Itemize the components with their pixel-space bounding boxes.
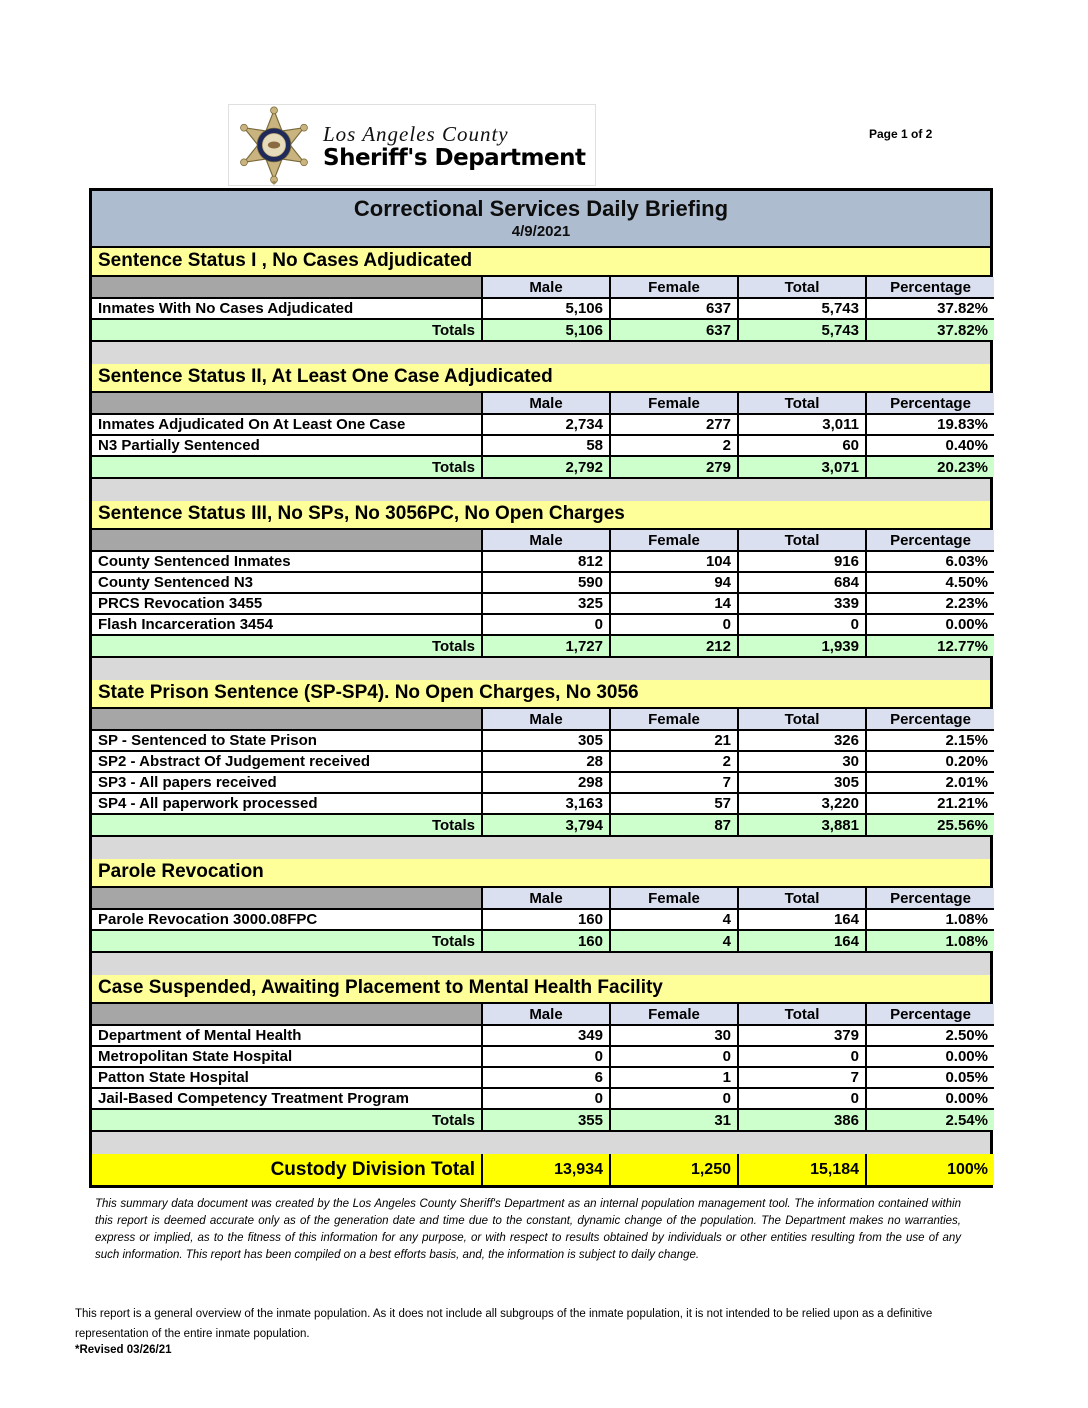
row-label: Parole Revocation 3000.08FPC — [92, 909, 482, 930]
logo-text — [323, 120, 585, 171]
totals-male: 160 — [482, 930, 610, 951]
table-row — [92, 730, 994, 751]
section-title: Sentence Status III, No SPs, No 3056PC, No Open Charges — [92, 501, 990, 530]
row-label: SP4 - All paperwork processed — [92, 793, 482, 814]
section-state-prison — [92, 680, 990, 837]
row-label: County Sentenced Inmates — [92, 551, 482, 572]
spacer-cell — [92, 1004, 482, 1025]
female-value: 0 — [610, 1046, 738, 1067]
totals-male: 2,792 — [482, 456, 610, 477]
column-header-percentage: Percentage — [866, 530, 994, 551]
female-value: 104 — [610, 551, 738, 572]
row-label: SP2 - Abstract Of Judgement received — [92, 751, 482, 772]
daily-briefing-report — [89, 188, 993, 1188]
totals-percentage: 20.23% — [866, 456, 994, 477]
section-title: Parole Revocation — [92, 859, 990, 888]
totals-total: 164 — [738, 930, 866, 951]
male-value: 28 — [482, 751, 610, 772]
male-value: 298 — [482, 772, 610, 793]
row-label: County Sentenced N3 — [92, 572, 482, 593]
table-row — [92, 435, 994, 456]
male-value: 590 — [482, 572, 610, 593]
totals-label: Totals — [92, 814, 482, 835]
section-gap — [92, 342, 990, 364]
table-row — [92, 414, 994, 435]
section-table — [92, 888, 994, 951]
total-value: 30 — [738, 751, 866, 772]
percentage-value: 6.03% — [866, 551, 994, 572]
totals-total: 3,071 — [738, 456, 866, 477]
column-header-total: Total — [738, 530, 866, 551]
section-gap — [92, 1132, 990, 1154]
percentage-value: 21.21% — [866, 793, 994, 814]
total-value: 379 — [738, 1025, 866, 1046]
custody-total-male: 13,934 — [482, 1154, 610, 1185]
total-value: 305 — [738, 772, 866, 793]
report-date: 4/9/2021 — [511, 223, 571, 240]
total-value: 60 — [738, 435, 866, 456]
column-header-row — [92, 277, 994, 298]
spacer-cell — [92, 393, 482, 414]
totals-percentage: 37.82% — [866, 319, 994, 340]
section-title: Sentence Status I , No Cases Adjudicated — [92, 248, 990, 277]
percentage-value: 1.08% — [866, 909, 994, 930]
table-row — [92, 1088, 994, 1109]
totals-percentage: 25.56% — [866, 814, 994, 835]
percentage-value: 2.50% — [866, 1025, 994, 1046]
totals-row — [92, 814, 994, 835]
male-value: 3,163 — [482, 793, 610, 814]
column-header-total: Total — [738, 888, 866, 909]
female-value: 4 — [610, 909, 738, 930]
table-row — [92, 1025, 994, 1046]
male-value: 58 — [482, 435, 610, 456]
spacer-cell — [92, 709, 482, 730]
row-label: Metropolitan State Hospital — [92, 1046, 482, 1067]
table-row — [92, 572, 994, 593]
female-value: 0 — [610, 614, 738, 635]
total-value: 0 — [738, 614, 866, 635]
percentage-value: 4.50% — [866, 572, 994, 593]
section-parole-revocation — [92, 859, 990, 953]
column-header-female: Female — [610, 393, 738, 414]
column-header-row — [92, 888, 994, 909]
table-row — [92, 772, 994, 793]
female-value: 2 — [610, 751, 738, 772]
percentage-value: 0.00% — [866, 1046, 994, 1067]
percentage-value: 2.01% — [866, 772, 994, 793]
percentage-value: 19.83% — [866, 414, 994, 435]
totals-label: Totals — [92, 635, 482, 656]
totals-label: Totals — [92, 319, 482, 340]
overview-text: This report is a general overview of the inmate population. As it does not include all subgroups of the inmate population, it is not intended to be relied upon as a definitive representation of the entire inmate population. — [75, 1308, 933, 1340]
totals-male: 1,727 — [482, 635, 610, 656]
column-header-male: Male — [482, 530, 610, 551]
column-header-male: Male — [482, 1004, 610, 1025]
row-label: SP3 - All papers received — [92, 772, 482, 793]
section-mental-health — [92, 975, 990, 1132]
percentage-value: 0.05% — [866, 1067, 994, 1088]
female-value: 277 — [610, 414, 738, 435]
section-table — [92, 1004, 994, 1130]
section-sentence-status-3 — [92, 501, 990, 658]
totals-total: 3,881 — [738, 814, 866, 835]
row-label: Flash Incarceration 3454 — [92, 614, 482, 635]
female-value: 637 — [610, 298, 738, 319]
totals-row — [92, 319, 994, 340]
column-header-row — [92, 393, 994, 414]
column-header-percentage: Percentage — [866, 1004, 994, 1025]
column-header-percentage: Percentage — [866, 393, 994, 414]
section-table — [92, 709, 994, 835]
column-header-female: Female — [610, 709, 738, 730]
row-label: PRCS Revocation 3455 — [92, 593, 482, 614]
male-value: 0 — [482, 1046, 610, 1067]
totals-row — [92, 1109, 994, 1130]
percentage-value: 37.82% — [866, 298, 994, 319]
column-header-female: Female — [610, 530, 738, 551]
logo-county-text: Los Angeles County — [323, 121, 509, 146]
totals-female: 637 — [610, 319, 738, 340]
female-value: 30 — [610, 1025, 738, 1046]
table-row — [92, 298, 994, 319]
totals-male: 3,794 — [482, 814, 610, 835]
section-gap — [92, 953, 990, 975]
table-row — [92, 1067, 994, 1088]
section-gap — [92, 837, 990, 859]
custody-total-percentage: 100% — [866, 1154, 994, 1185]
total-value: 326 — [738, 730, 866, 751]
total-value: 164 — [738, 909, 866, 930]
total-value: 339 — [738, 593, 866, 614]
male-value: 305 — [482, 730, 610, 751]
totals-female: 212 — [610, 635, 738, 656]
column-header-female: Female — [610, 888, 738, 909]
report-title-bar — [92, 191, 990, 248]
totals-label: Totals — [92, 456, 482, 477]
row-label: N3 Partially Sentenced — [92, 435, 482, 456]
total-value: 684 — [738, 572, 866, 593]
total-value: 916 — [738, 551, 866, 572]
table-row — [92, 793, 994, 814]
column-header-total: Total — [738, 1004, 866, 1025]
female-value: 57 — [610, 793, 738, 814]
column-header-female: Female — [610, 277, 738, 298]
custody-total-row — [92, 1154, 994, 1185]
totals-percentage: 12.77% — [866, 635, 994, 656]
male-value: 325 — [482, 593, 610, 614]
total-value: 0 — [738, 1088, 866, 1109]
sheriff-logo — [228, 104, 596, 186]
totals-percentage: 1.08% — [866, 930, 994, 951]
totals-label: Totals — [92, 930, 482, 951]
totals-male: 355 — [482, 1109, 610, 1130]
female-value: 1 — [610, 1067, 738, 1088]
column-header-percentage: Percentage — [866, 277, 994, 298]
custody-total-total: 15,184 — [738, 1154, 866, 1185]
totals-row — [92, 456, 994, 477]
totals-female: 31 — [610, 1109, 738, 1130]
total-value: 0 — [738, 1046, 866, 1067]
custody-total-female: 1,250 — [610, 1154, 738, 1185]
table-row — [92, 614, 994, 635]
report-title: Correctional Services Daily Briefing — [353, 196, 729, 221]
male-value: 160 — [482, 909, 610, 930]
total-value: 3,220 — [738, 793, 866, 814]
page-number: Page 1 of 2 — [869, 127, 933, 141]
percentage-value: 0.20% — [866, 751, 994, 772]
page-header — [0, 0, 1088, 185]
revised-date-text: *Revised 03/26/21 — [75, 1344, 172, 1356]
male-value: 5,106 — [482, 298, 610, 319]
percentage-value: 0.00% — [866, 1088, 994, 1109]
percentage-value: 0.40% — [866, 435, 994, 456]
section-title: Sentence Status II, At Least One Case Adjudicated — [92, 364, 990, 393]
table-row — [92, 593, 994, 614]
section-table — [92, 393, 994, 477]
female-value: 2 — [610, 435, 738, 456]
male-value: 2,734 — [482, 414, 610, 435]
male-value: 0 — [482, 614, 610, 635]
totals-total: 386 — [738, 1109, 866, 1130]
totals-percentage: 2.54% — [866, 1109, 994, 1130]
table-row — [92, 1046, 994, 1067]
column-header-row — [92, 1004, 994, 1025]
section-gap — [92, 479, 990, 501]
column-header-row — [92, 530, 994, 551]
totals-total: 1,939 — [738, 635, 866, 656]
table-row — [92, 551, 994, 572]
sheriff-badge-icon — [235, 105, 313, 185]
male-value: 349 — [482, 1025, 610, 1046]
column-header-female: Female — [610, 1004, 738, 1025]
section-table — [92, 530, 994, 656]
row-label: Inmates With No Cases Adjudicated — [92, 298, 482, 319]
column-header-total: Total — [738, 709, 866, 730]
percentage-value: 2.23% — [866, 593, 994, 614]
section-sentence-status-2 — [92, 364, 990, 479]
total-value: 7 — [738, 1067, 866, 1088]
row-label: Inmates Adjudicated On At Least One Case — [92, 414, 482, 435]
female-value: 14 — [610, 593, 738, 614]
male-value: 6 — [482, 1067, 610, 1088]
totals-label: Totals — [92, 1109, 482, 1130]
totals-row — [92, 635, 994, 656]
female-value: 94 — [610, 572, 738, 593]
column-header-male: Male — [482, 888, 610, 909]
custody-division-total — [92, 1154, 994, 1185]
spacer-cell — [92, 888, 482, 909]
row-label: Jail-Based Competency Treatment Program — [92, 1088, 482, 1109]
totals-female: 87 — [610, 814, 738, 835]
female-value: 21 — [610, 730, 738, 751]
logo-department-text: Sheriff's Department — [323, 144, 586, 171]
column-header-percentage: Percentage — [866, 888, 994, 909]
column-header-total: Total — [738, 277, 866, 298]
column-header-row — [92, 709, 994, 730]
custody-total-label: Custody Division Total — [92, 1154, 482, 1185]
totals-female: 4 — [610, 930, 738, 951]
row-label: SP - Sentenced to State Prison — [92, 730, 482, 751]
table-row — [92, 909, 994, 930]
section-title: State Prison Sentence (SP-SP4). No Open Charges, No 3056 — [92, 680, 990, 709]
totals-female: 279 — [610, 456, 738, 477]
percentage-value: 0.00% — [866, 614, 994, 635]
section-sentence-status-1 — [92, 248, 990, 342]
total-value: 5,743 — [738, 298, 866, 319]
totals-male: 5,106 — [482, 319, 610, 340]
female-value: 0 — [610, 1088, 738, 1109]
total-value: 3,011 — [738, 414, 866, 435]
male-value: 0 — [482, 1088, 610, 1109]
disclaimer-text: This summary data document was created by the Los Angeles County Sheriff's Department as an internal population management tool. The information contained within this report is deemed accurate only as of the generation date and time due to the constant, dynamic change of the population. The Department makes no warranties, express or implied, as to the fitness of this information for any purpose, or with respect to results obtained by individuals or other entities resulting from the use of any such information. This report has been compiled on a best efforts basis, and, the information is subject to daily change. — [95, 1198, 961, 1261]
table-row — [92, 751, 994, 772]
male-value: 812 — [482, 551, 610, 572]
column-header-total: Total — [738, 393, 866, 414]
section-title: Case Suspended, Awaiting Placement to Mental Health Facility — [92, 975, 990, 1004]
section-gap — [92, 658, 990, 680]
totals-total: 5,743 — [738, 319, 866, 340]
spacer-cell — [92, 530, 482, 551]
column-header-male: Male — [482, 709, 610, 730]
percentage-value: 2.15% — [866, 730, 994, 751]
row-label: Department of Mental Health — [92, 1025, 482, 1046]
column-header-male: Male — [482, 393, 610, 414]
female-value: 7 — [610, 772, 738, 793]
section-table — [92, 277, 994, 340]
column-header-male: Male — [482, 277, 610, 298]
spacer-cell — [92, 277, 482, 298]
row-label: Patton State Hospital — [92, 1067, 482, 1088]
totals-row — [92, 930, 994, 951]
column-header-percentage: Percentage — [866, 709, 994, 730]
